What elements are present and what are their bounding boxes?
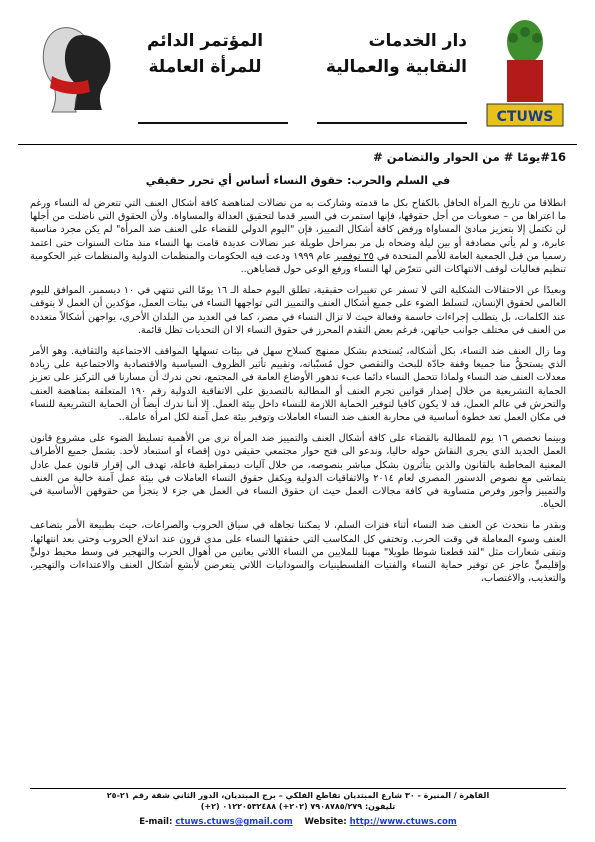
article-hashtag: #16يومًا # من الحوار والتضامن # xyxy=(373,150,566,164)
header-rule-left xyxy=(138,122,288,124)
footer-address: القاهرة / المنيرة - ٣٠ شارع المبتديان تقاطع الفلكي – برج المبتديان، الدور الثاني شقة رقم ٢١-٢٥ xyxy=(106,791,490,800)
header-divider xyxy=(18,144,577,145)
org-name-services xyxy=(317,28,467,80)
paragraph-4: وبينما نخصص ١٦ يوم للمطالبة بالقضاء على كافة أشكال العنف والتمييز ضد المرأة نرى من الأهمية تسليط الضوء على مشروع قانون العمل الجديد الذي يجرى النقاش حوله حاليا، وندعو الى فتح حوار مجتمعي حقيقي دون إقصاء أو استبعاد لأحد. يشمل جميع الأطراف المعنية المخاطبة بالقانون والذين يتأثرون بشكل مباشر بنصوصه، من خلال آليات ديمقراطية فاعلة، تهدف الى إقرار قانون عمل عادل يتماشى مع نصوص الدستور المصري لعام ٢٠١٤ والاتفاقيات الدولية ويكفل حقوق النساء العاملات في بيئة عمل آمنة خالية من العنف والتمييز وأجور وفرص متساوية في كافة مجالات العمل حيث ان حقوق النساء في العمل هي جزء لا يتجزأ من حقوقهن الأساسية في الحياة. xyxy=(30,433,566,511)
article-title: في السلم والحرب: حقوق النساء أساس أي تحرر حقيقي xyxy=(145,174,451,187)
org-name-women xyxy=(130,28,280,80)
paragraph-1-tail: عام ١٩٩٩ ودعت فيه الحكومات والمنظمات الدولية والمنظمات غير الحكومية تنظيم فعاليات لوقف الانتهاكات التي تتعرّض لها النساء ورفع الوعي حول قضاياهن.. xyxy=(30,250,566,276)
paragraph-5: وبقدر ما نتحدث عن العنف ضد النساء أثناء فترات السلم، لا يمكننا تجاهله في سياق الحروب والصراعات، حيث بطبيعة الأمر يتضاعف العنف وسوء المعاملة في وقت الحرب. وتختفي كل المكاسب التي حققتها النساء على مدى قرون عند اندلاع الحروب وحتى بعد انتهائها، وتبقى شعارات مثل "لقد قطعنا شوطا طويلا" مهينا للملايين من النساء اللاتي يعانين من أهوال الحرب والتهجير في وسط محيط دوليٍّ وإقليميٍّ عاجز عن توفير حماية النساء والفتيات الفلسطينيات والسودانيات اللاتي يتعرضن لأبشع أشكال العنف والاعتداءات والتهجير، والتعذيب، والاغتصاب، xyxy=(30,520,566,585)
letterhead-header xyxy=(18,8,577,140)
org-women-line1: المؤتمر الدائم xyxy=(146,31,264,51)
fist-logo-icon xyxy=(485,12,565,132)
email-link[interactable]: ctuws.ctuws@gmail.com xyxy=(175,817,293,827)
org-women-line2: للمرأة العاملة xyxy=(148,57,262,77)
paragraph-1-text: انطلاقا من تاريخ المرأة الحافل بالكفاح بكل ما قدمته وشاركت به من نضالات لمناهضة كافة أشكال العنف التي تتعرض له النساء ورغم ما اعتراها من – صعوبات من أجل حقوقها، فإنها استمرت في السير قدما لتحقيق العدالة والمساواة. ولأن الحقوق التي ناضلت من أجلها لن تكتمل إلا بتعزيز مبادئ المساواة ورفض كافة أشكال التمييز، فإن "اليوم الدولي للقضاء على العنف ضد المرأة" لم يكن مجرد مناسبة عابرة، و لم يأتي مصادفة أو بين ليلة وضحاه بل مر بمراحل طويلة عبر نضالات عديدة قامت بها النساء منذ مئات السنوات حتى اعتمد رسميا من قبل الجمعية العامة للأمم المتحدة في xyxy=(30,198,567,262)
article-body xyxy=(30,150,566,593)
website-link[interactable]: http://www.ctuws.com xyxy=(349,817,457,827)
paragraph-1-date: ٢٥ نوفمبر xyxy=(334,250,374,262)
paragraph-2: وبعيدًا عن الاحتفالات الشكلية التي لا تسفر عن تغييرات حقيقية، تطلق اليوم حملة الـ ١٦ يومًا التي تنتهي في ١٠ ديسمبر، الموافق لليوم العالمي لحقوق الإنسان، لتسلط الضوء على جميع أشكال العنف والتمييز التي تواجهها النساء في بيئات العمل، مؤكدين أن العمل لا يتوقف عند الكلمات، بل يتطلب إجراءات حاسمة وفعالة حيث لا تزال النساء في مصر، كما في العديد من البلدان الأخرى، يواجهن أشكالاً متعددة من العنف في مختلف جوانب حياتهن، فرغم بعض التقدم المحرز في حقوق النساء الا ان التحديات تظل قائمة. xyxy=(30,285,566,336)
paragraph-3: وما زال العنف ضد النساء، بكل أشكاله، يُستخدم بشكل ممنهج كسلاح سهل في بيئات تسهلها المواقف الاجتماعية والثقافية. وهو الأمر الذي يستحقُّ منا جميعا وقفة جادّة للبحث والتقصي حول مُسبّباته، وتقييم تأثير الظروف السياسية والاقتصادية والاجتماعية على زيادة معدلات العنف ضد النساء ولماذا تتحمل النساء دائما عبء تدهور الأوضاع العامة في المجتمع، نحن ندرك أن مسارنا في التركيز على تعزيز الحماية التشريعية من خلال إصدار قوانين تجرم العنف أو المطالبة بالتصديق على الاتفاقية الدولية رقم ١٩٠ المتعلقة بمناهضة العنف والتحرش في عالم العمل، قد لا يكون كافيا لتوفير الحماية اللازمة للنساء داخل بيئة العمل. إلا أننا ندرك أيضاً أن الحماية التشريعية للنساء في مكان العمل تعد خطوة أساسية في محاربة العنف ضد النساء العاملات وتوفير بيئة عمل آمنة لكل امرأة عاملة.. xyxy=(30,346,566,424)
header-rule-right xyxy=(317,122,467,124)
women-profile-logo-icon xyxy=(32,22,116,118)
website-label: Website: xyxy=(304,817,347,827)
logo-text: CTUWS xyxy=(496,109,554,125)
letterhead-footer xyxy=(30,790,566,827)
email-label: E-mail: xyxy=(139,817,173,827)
org-services-line1: دار الخدمات xyxy=(368,31,467,51)
org-services-line2: النقابية والعمالية xyxy=(325,57,467,77)
footer-phone: تليفون: ٧٩٠٨٧٨٥/٢٧٩ (٢٠٢+) ٠١٢٢٠٥٣٢٤٨٨ (٢+) xyxy=(200,802,396,811)
footer-contact xyxy=(30,817,566,827)
paragraph-1 xyxy=(30,197,566,276)
footer-divider xyxy=(30,788,566,789)
